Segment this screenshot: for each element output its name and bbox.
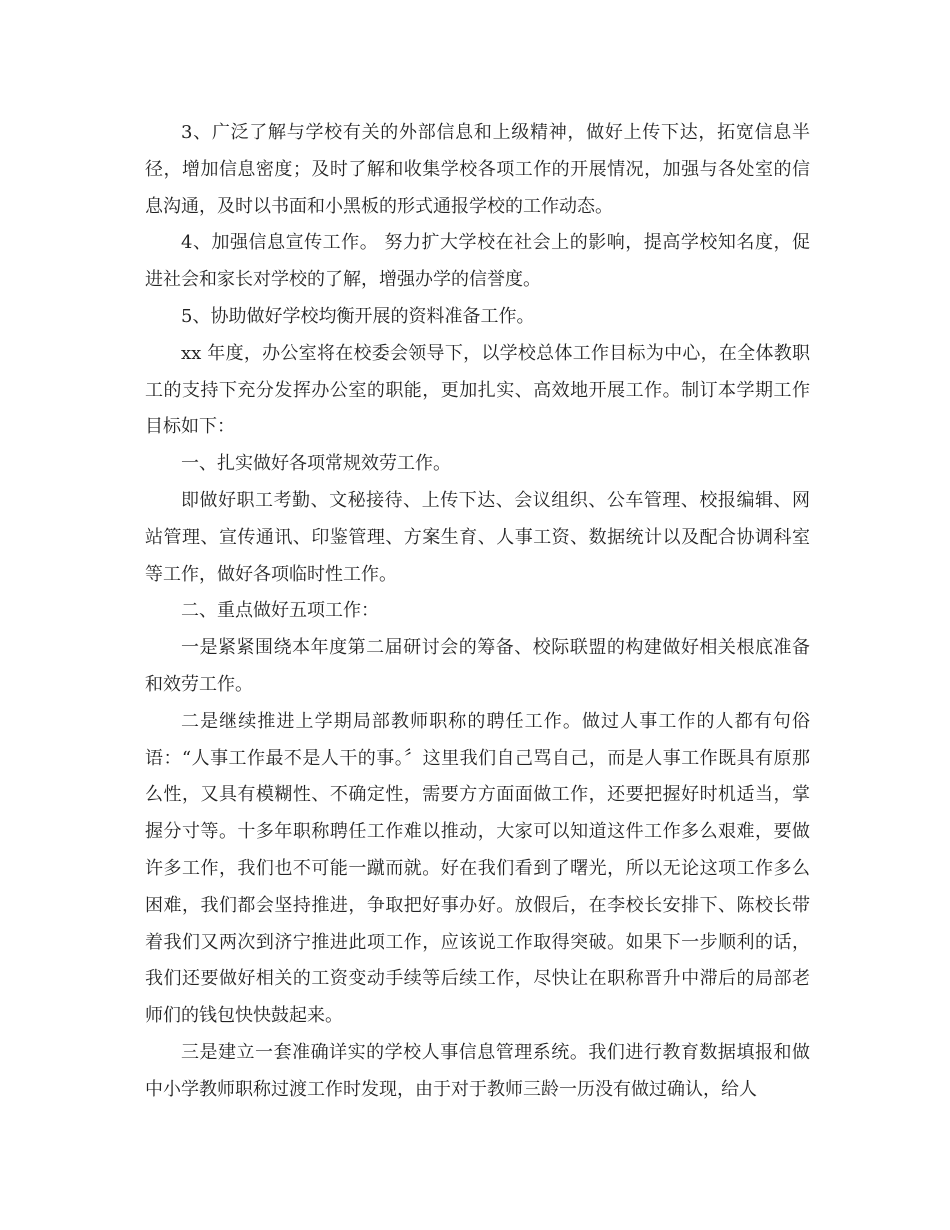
paragraph-task-one: 一是紧紧围绕本年度第二届研讨会的筹备、校际联盟的构建做好相关根底准备和效劳工作。 xyxy=(145,637,810,695)
paragraph-annual-goal: xx 年度，办公室将在校委会领导下，以学校总体工作目标为中心，在全体教职工的支持下充分发挥办公室的职能，更加扎实、高效地开展工作。制订本学期工作目标如下： xyxy=(145,342,810,438)
section-heading-five-tasks: 二、重点做好五项工作： xyxy=(181,600,379,622)
paragraph-task-two: 二是继续推进上学期局部教师职称的聘任工作。做过人事工作的人都有句俗语：“人事工作最不是人干的事。〞这里我们自己骂自己，而是人事工作既具有原那么性，又具有模糊性、不确定性，需要方方面面做工作，还要把握好时机适当，掌握分寸等。十多年职称聘任工作难以推动，大家可以知道这件工作多么艰难，要做许多工作，我们也不可能一蹴而就。好在我们看到了曙光，所以无论这项工作多么困难，我们都会坚持推进，争取把好事办好。放假后，在李校长安排下、陈校长带着我们又两次到济宁推进此项工作，应该说工作取得突破。如果下一步顺利的话，我们还要做好相关的工资变动手续等后续工作，尽快让在职称晋升中滞后的局部老师们的钱包快快鼓起来。 xyxy=(145,710,810,1027)
document-body xyxy=(145,115,810,1109)
paragraph-balanced-development: 5、协助做好学校均衡开展的资料准备工作。 xyxy=(181,305,535,327)
section-heading-routine-service: 一、扎实做好各项常规效劳工作。 xyxy=(181,453,451,475)
paragraph-info-communication: 3、广泛了解与学校有关的外部信息和上级精神，做好上传下达，拓宽信息半径，增加信息密度；及时了解和收集学校各项工作的开展情况，加强与各处室的信息沟通，及时以书面和小黑板的形式通报学校的工作动态。 xyxy=(145,122,810,217)
paragraph-task-three: 三是建立一套准确详实的学校人事信息管理系统。我们进行教育数据填报和做中小学教师职称过渡工作时发现，由于对于教师三龄一历没有做过确认，给人 xyxy=(145,1041,810,1100)
paragraph-routine-tasks: 即做好职工考勤、文秘接待、上传下达、会议组织、公车管理、校报编辑、网站管理、宣传通讯、印鉴管理、方案生育、人事工资、数据统计以及配合协调科室等工作，做好各项临时性工作。 xyxy=(145,489,810,585)
paragraph-publicity: 4、加强信息宣传工作。 努力扩大学校在社会上的影响，提高学校知名度，促进社会和家长对学校的了解，增强办学的信誉度。 xyxy=(145,232,810,291)
